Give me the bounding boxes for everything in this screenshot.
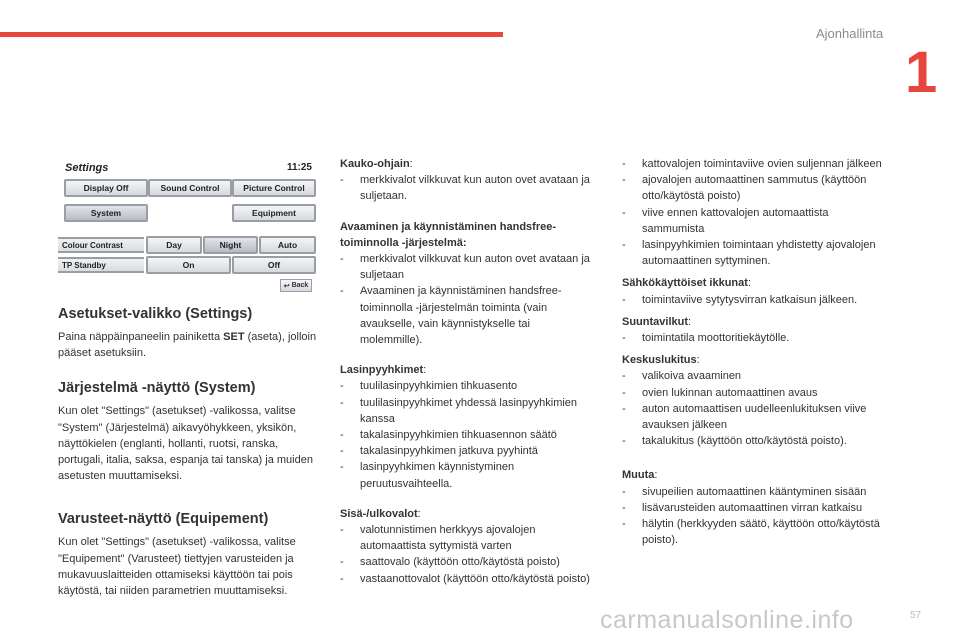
list-item: - merkkivalot vilkkuvat kun auton ovet avataan ja suljetaan — [340, 251, 595, 283]
sisa-heading: Sisä-/ulkovalot — [340, 507, 418, 520]
back-label: Back — [291, 282, 309, 289]
night-button[interactable]: Night — [203, 236, 258, 254]
ikkunat-section: Sähkökäyttöiset ikkunat: - toimintaviive sytytysvirran katkaisun jälkeen. — [622, 275, 884, 307]
back-button[interactable] — [280, 279, 312, 292]
middle-column — [340, 156, 595, 597]
settings-text-end: (aseta), jolloin pääset asetuksiin. — [58, 331, 317, 360]
lasinpyyhkimet-heading: Lasinpyyhkimet — [340, 364, 424, 377]
list-item: - kattovalojen toimintaviive ovien suljennan jälkeen — [622, 156, 884, 172]
list-item: - Avaaminen ja käynnistäminen handsfree-toiminnolla -järjestelmän toiminta (vain avaukselle, vain käynnistykselle tai molemmille). — [340, 283, 595, 348]
suunta-heading: Suuntavilkut — [622, 315, 689, 328]
kauko-heading: Kauko-ohjain — [340, 158, 410, 170]
settings-heading: Asetukset-valikko (Settings) — [58, 306, 253, 322]
header-accent-bar — [0, 32, 503, 37]
screen-title: Settings — [65, 162, 109, 174]
list-item: - tuulilasinpyyhkimet yhdessä lasinpyyhkimien kanssa — [340, 395, 595, 427]
list-item: - takalukitus (käyttöön otto/käytöstä poisto). — [622, 433, 884, 449]
screen-clock: 11:25 — [286, 162, 312, 173]
list-item: - vastaanottovalot (käyttöön otto/käytöstä poisto) — [340, 571, 595, 587]
list-item: - takalasinpyyhkimen jatkuva pyyhintä — [340, 443, 595, 459]
day-button[interactable]: Day — [146, 236, 202, 254]
list-item: - tuulilasinpyyhkimien tihkuasento — [340, 378, 595, 394]
lukitus-heading: Keskuslukitus — [622, 354, 697, 367]
list-item: - hälytin (herkkyyden säätö, käyttöön otto/käytöstä poisto). — [622, 516, 884, 548]
picture-control-button[interactable]: Picture Control — [232, 179, 316, 197]
settings-paragraph — [58, 329, 320, 361]
lasinpyyhkimet-section: Lasinpyyhkimet: - tuulilasinpyyhkimien tihkuasento - tuulilasinpyyhkimet yhdessä lasinpyyhkimien kanssa - takalasinpyyhkimien tihkuasennon säätö - takalasinpyyhkimen jatkuva pyyhintä - lasinpyyhkimen käynnistyminen peruutusvaihteella. — [340, 362, 595, 492]
settings-text-start: Paina näppäinpaneelin painiketta — [58, 331, 224, 343]
lights-section — [622, 156, 884, 269]
list-item: - valikoiva avaaminen — [622, 368, 884, 384]
tp-standby-label: TP Standby — [58, 257, 144, 273]
suuntavilkut-section: Suuntavilkut: - toimintatila moottoritiekäytölle. — [622, 314, 884, 346]
list-item: - merkkivalot vilkkuvat kun auton ovet avataan ja suljetaan. — [340, 172, 595, 204]
sisa-ulkovalot-section: Sisä-/ulkovalot: - valotunnistimen herkkyys ajovalojen automaattista syttymistä varten - saattovalo (käyttöön otto/käytöstä poisto) - vastaanottovalot (käyttöön otto/käytöstä poisto) — [340, 506, 595, 587]
kauko-section: Kauko-ohjain: - merkkivalot vilkkuvat kun auton ovet avataan ja suljetaan. — [340, 156, 595, 205]
set-key-label: SET — [223, 331, 245, 343]
list-item: - takalasinpyyhkimien tihkuasennon säätö — [340, 427, 595, 443]
list-item: - toimintaviive sytytysvirran katkaisun jälkeen. — [622, 292, 884, 308]
equipment-paragraph: Kun olet "Settings" (asetukset) -valikossa, valitse "Equipement" (Varusteet) tiettyjen varusteiden ja mukavuuslaitteiden ottamiseksi käyttöön tai pois käytöstä, tai niiden parametrien muuttamiseksi. — [58, 536, 296, 598]
watermark: carmanualsonline.info — [600, 606, 854, 634]
list-item: - sivupeilien automaattinen kääntyminen sisään — [622, 484, 884, 500]
muuta-section: Muuta: - sivupeilien automaattinen kääntyminen sisään - lisävarusteiden automaattinen virran katkaisu - hälytin (herkkyyden säätö, käyttöön otto/käytöstä poisto). — [622, 467, 884, 548]
system-paragraph: Kun olet "Settings" (asetukset) -valikossa, valitse "System" (Järjestelmä) aikavyöhykkeen, yksikön, näyttökielen (englanti, hollanti, ruotsi, ranska, portugali, italia, saksa, espanja tai tanska) ja muiden asetusten muuttamiseksi. — [58, 405, 313, 483]
off-button[interactable]: Off — [232, 256, 316, 274]
left-column — [58, 305, 320, 599]
list-item: - ovien lukinnan automaattinen avaus — [622, 385, 884, 401]
equipment-heading: Varusteet-näyttö (Equipement) — [58, 511, 269, 528]
keskuslukitus-section: Keskuslukitus: - valikoiva avaaminen - ovien lukinnan automaattinen avaus - auton automaattisen uudelleenlukituksen viive avauksen jälkeen - takalukitus (käyttöön otto/käytöstä poisto). — [622, 352, 884, 449]
right-column — [622, 156, 884, 558]
on-button[interactable]: On — [146, 256, 231, 274]
list-item: - auton automaattisen uudelleenlukituksen viive avauksen jälkeen — [622, 401, 884, 433]
section-title: Ajonhallinta — [816, 26, 884, 41]
muuta-heading: Muuta — [622, 469, 655, 482]
settings-screen-illustration — [58, 157, 320, 299]
system-heading: Järjestelmä -näyttö (System) — [58, 380, 256, 397]
avaaminen-heading: Avaaminen ja käynnistäminen handsfree-toiminnolla -järjestelmä: — [340, 220, 556, 249]
list-item: - toimintatila moottoritiekäytölle. — [622, 330, 884, 346]
system-button[interactable]: System — [64, 204, 148, 222]
list-item: - ajovalojen automaattinen sammutus (käyttöön otto/käytöstä poisto) — [622, 172, 884, 204]
display-off-button[interactable]: Display Off — [64, 179, 148, 197]
list-item: - lasinpyyhkimen käynnistyminen peruutusvaihteella. — [340, 459, 595, 491]
list-item: - valotunnistimen herkkyys ajovalojen automaattista syttymistä varten — [340, 522, 595, 554]
avaaminen-section — [340, 219, 595, 349]
page-number: 57 — [910, 610, 922, 621]
sound-control-button[interactable]: Sound Control — [148, 179, 232, 197]
colour-contrast-label: Colour Contrast — [58, 237, 144, 253]
back-arrow-icon: ↩ — [283, 282, 290, 290]
chapter-number: 1 — [905, 40, 938, 105]
list-item: - lisävarusteiden automaattinen virran katkaisu — [622, 500, 884, 516]
auto-button[interactable]: Auto — [259, 236, 316, 254]
list-item: - saattovalo (käyttöön otto/käytöstä poisto) — [340, 554, 595, 570]
list-item: - lasinpyyhkimien toimintaan yhdistetty ajovalojen automaattinen syttyminen. — [622, 237, 884, 269]
ikkunat-heading: Sähkökäyttöiset ikkunat — [622, 277, 748, 290]
list-item: - viive ennen kattovalojen automaattista sammumista — [622, 205, 884, 237]
equipment-button[interactable]: Equipment — [232, 204, 316, 222]
